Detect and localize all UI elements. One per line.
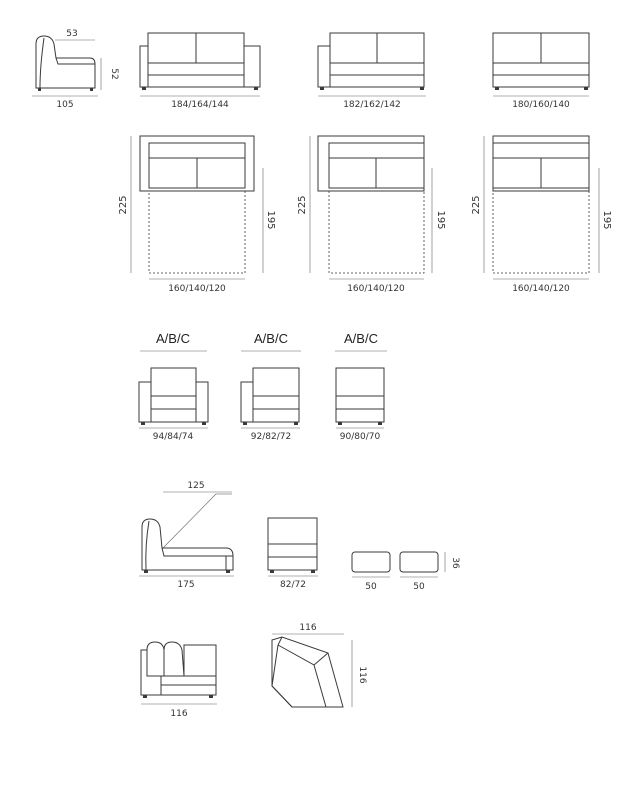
mattress-length-label: 195 [601,210,612,230]
pouf-1 [352,552,390,592]
sofa-side-view [32,29,119,110]
chaise-side-view [139,481,234,590]
pouf-width-label: 50 [413,582,425,592]
sofa-depth-label: 105 [56,100,74,110]
seat-depth-label: 53 [66,29,78,39]
sofa-width-label: 180/160/140 [512,100,570,110]
corner-top-view [272,623,367,707]
armchair-1 [139,331,208,442]
armchair-2 [241,331,301,442]
sofa-height-label: 52 [109,68,119,80]
armchair-width-label: 90/80/70 [339,432,381,442]
pouf-height-label: 36 [450,557,460,569]
sofa-bed-open-3 [471,136,612,294]
pouf-width-label: 50 [365,582,377,592]
sofa-bed-open-1 [118,136,276,294]
chaise-length-label: 175 [177,580,195,590]
bed-length-label: 225 [471,195,482,215]
corner-width-label: 116 [170,709,188,719]
armchair-width-label: 94/84/74 [152,432,194,442]
sofa-bed-open-2 [297,136,446,294]
module-width-label: 82/72 [280,580,306,590]
pouf-2 [400,552,460,592]
module-front [268,518,318,590]
sofa-width-label: 182/162/142 [343,100,401,110]
chaise-open-depth-label: 125 [187,481,205,491]
bed-width-label: 160/140/120 [168,284,226,294]
bed-width-label: 160/140/120 [512,284,570,294]
corner-front-view [141,642,217,719]
mattress-length-label: 195 [435,210,446,230]
sofa-width-label: 184/164/144 [171,100,229,110]
bed-length-label: 225 [118,195,129,215]
armchair-width-label: 92/82/72 [250,432,292,442]
bed-width-label: 160/140/120 [347,284,405,294]
sofa-front-1 [140,33,260,110]
sofa-front-2 [318,33,426,110]
armchair-3 [335,331,387,442]
variant-label: A/B/C [156,331,190,346]
mattress-length-label: 195 [265,210,276,230]
variant-label: A/B/C [254,331,288,346]
sofa-front-3 [493,33,589,110]
variant-label: A/B/C [344,331,378,346]
corner-top-depth-label: 116 [357,666,367,684]
bed-length-label: 225 [297,195,308,215]
corner-top-width-label: 116 [299,623,317,633]
